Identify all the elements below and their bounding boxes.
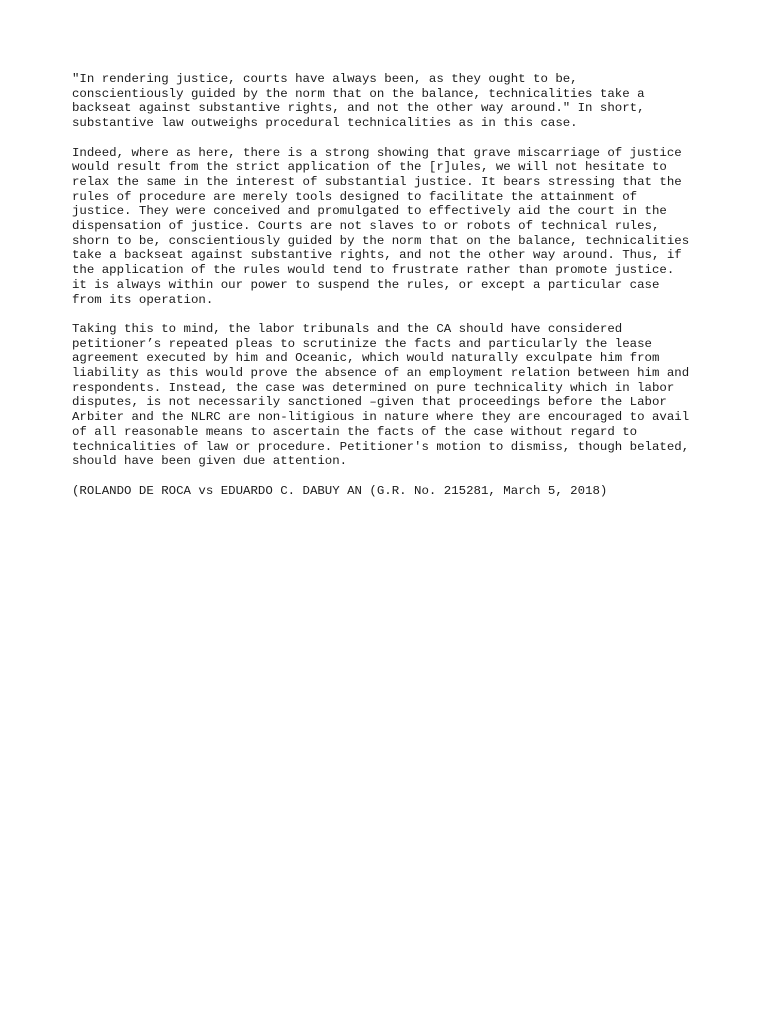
text-line: justice. They were conceived and promulgated to effectively aid the court in the (72, 204, 667, 219)
text-line: should have been given due attention. (72, 454, 348, 469)
text-line: (ROLANDO DE ROCA vs EDUARDO C. DABUY AN (G.R. No. 215281, March 5, 2018) (72, 483, 608, 498)
text-line: liability as this would prove the absence of an employment relation between him and (72, 366, 690, 381)
text-line: conscientiously guided by the norm that on the balance, technicalities take a (72, 86, 645, 101)
text-line: technicalities of law or procedure. Petitioner's motion to dismiss, though belated, (72, 439, 690, 454)
text-line: backseat against substantive rights, and not the other way around." In short, (72, 101, 645, 116)
text-line: from its operation. (72, 292, 214, 307)
text-line: respondents. Instead, the case was determined on pure technicality which in labor (72, 380, 675, 395)
text-line: rules of procedure are merely tools designed to facilitate the attainment of (72, 189, 638, 204)
body-paragraph-indeed (72, 146, 712, 308)
text-line: "In rendering justice, courts have always been, as they ought to be, (72, 72, 578, 86)
quote-paragraph (72, 72, 712, 131)
text-line: would result from the strict application of the [r]ules, we will not hesitate to (72, 160, 667, 175)
text-line: Indeed, where as here, there is a strong showing that grave miscarriage of justice (72, 145, 682, 160)
case-citation (72, 484, 712, 499)
text-line: dispensation of justice. Courts are not slaves to or robots of technical rules, (72, 219, 660, 234)
text-line: of all reasonable means to ascertain the facts of the case without regard to (72, 424, 638, 439)
text-line: substantive law outweighs procedural technicalities as in this case. (72, 116, 578, 131)
text-line: take a backseat against substantive rights, and not the other way around. Thus, if (72, 248, 682, 263)
text-line: Taking this to mind, the labor tribunals and the CA should have considered (72, 321, 623, 336)
document-page (72, 72, 712, 513)
text-line: Arbiter and the NLRC are non-litigious in nature where they are encouraged to avail (72, 410, 690, 425)
text-line: disputes, is not necessarily sanctioned –given that proceedings before the Labor (72, 395, 667, 410)
text-line: the application of the rules would tend to frustrate rather than promote justice. (72, 263, 675, 278)
text-line: relax the same in the interest of substantial justice. It bears stressing that the (72, 174, 682, 189)
text-line: shorn to be, conscientiously guided by the norm that on the balance, technicalities (72, 233, 690, 248)
text-line: agreement executed by him and Oceanic, which would naturally exculpate him from (72, 351, 660, 366)
text-line: petitioner’s repeated pleas to scrutinize the facts and particularly the lease (72, 336, 652, 351)
body-paragraph-taking (72, 322, 712, 469)
text-line: it is always within our power to suspend the rules, or except a particular case (72, 277, 660, 292)
